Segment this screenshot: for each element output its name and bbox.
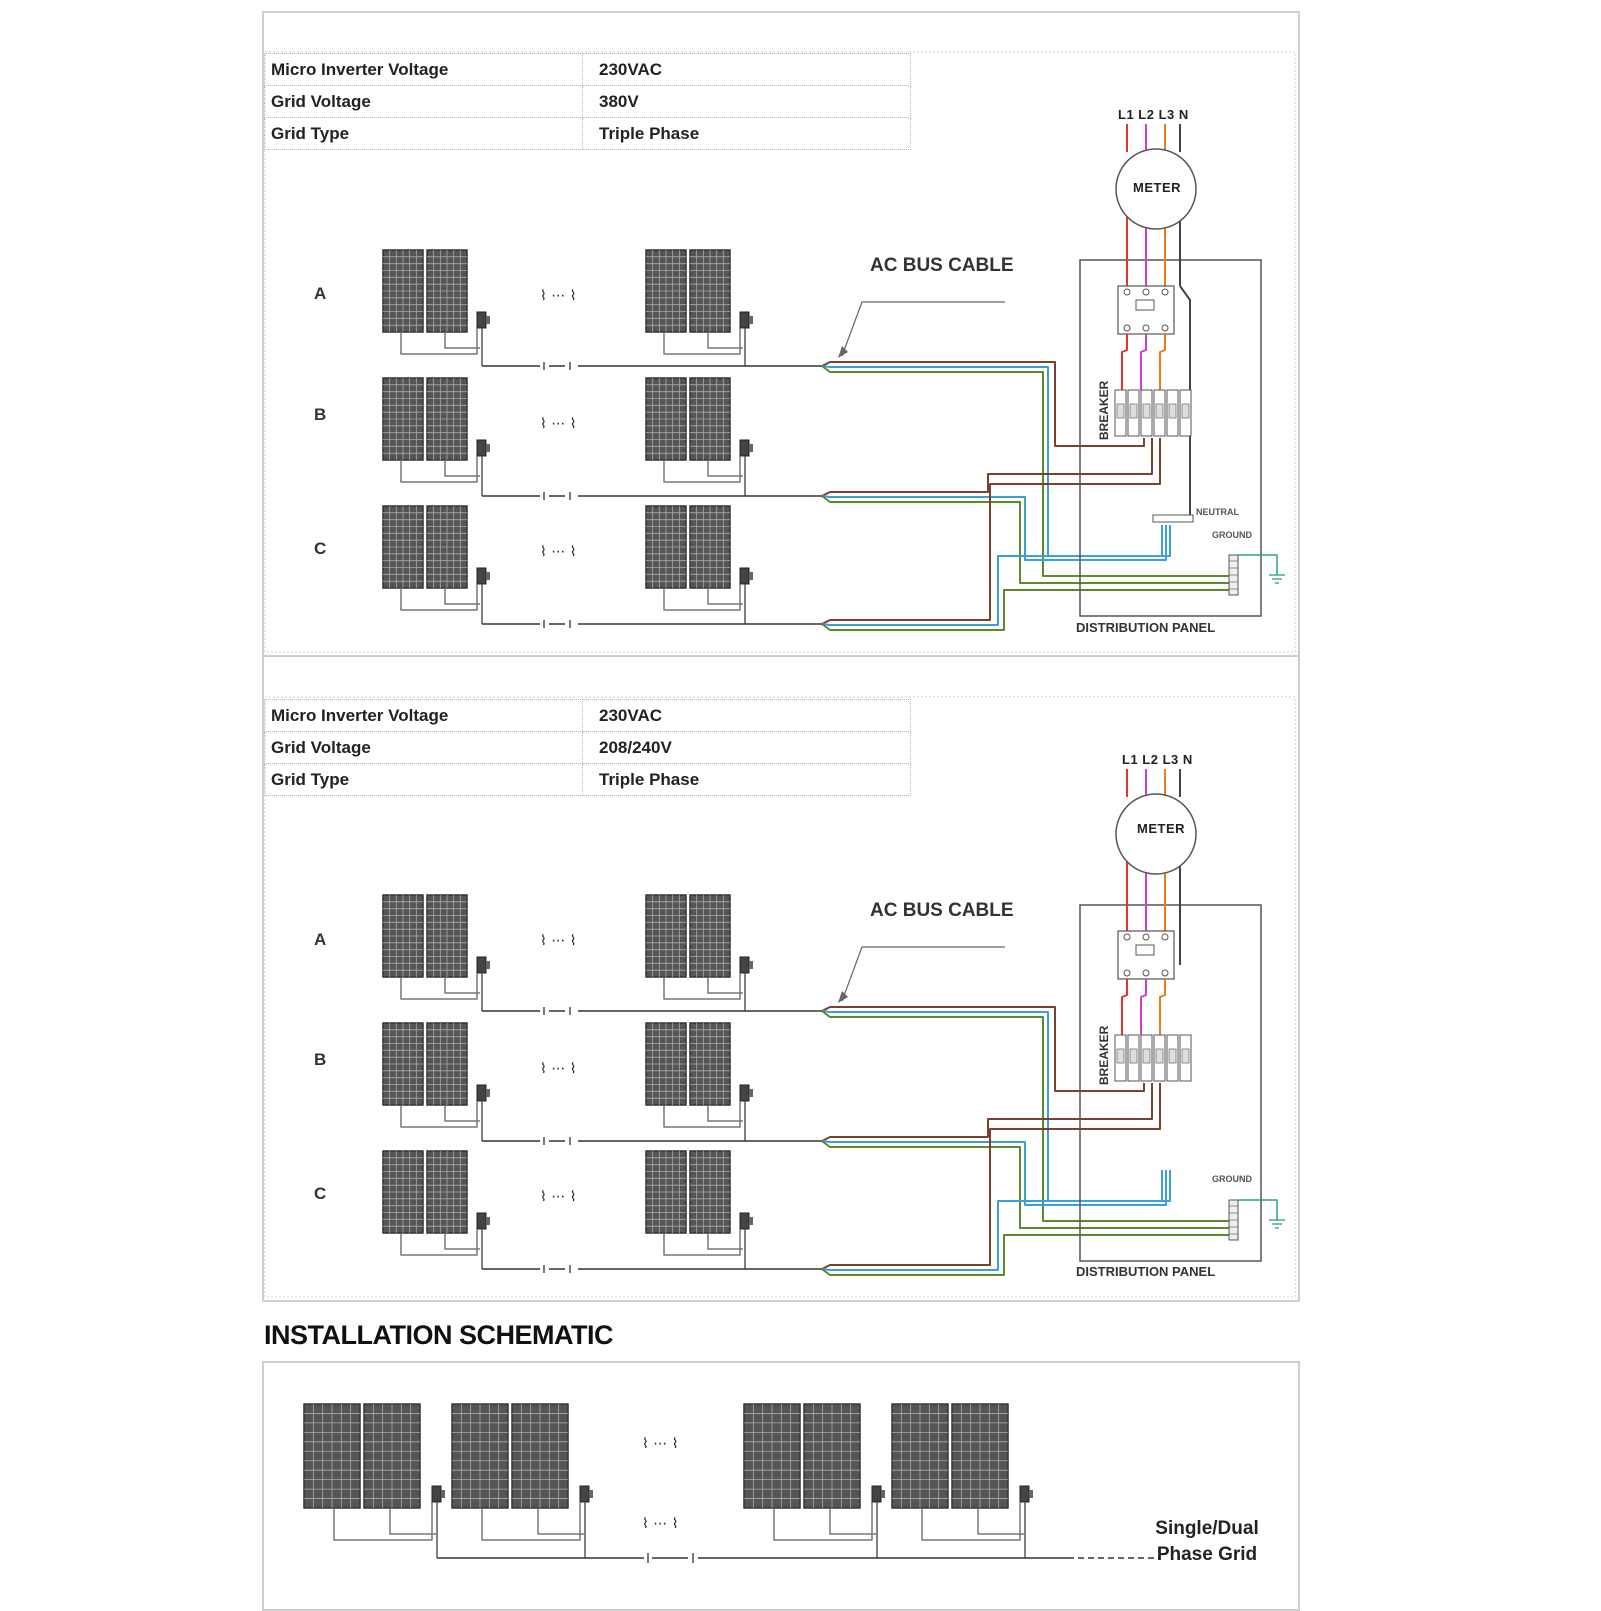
spec-row: [265, 54, 911, 86]
wire: [390, 1508, 436, 1534]
spec-value: Triple Phase: [583, 118, 911, 150]
wire: [538, 1508, 584, 1534]
micro-inverter-icon: [477, 312, 490, 328]
solar-panel-icon: [646, 506, 686, 588]
spec-value: 380V: [583, 86, 911, 118]
neutral-bar-icon: [1153, 515, 1193, 522]
grid-line: [1122, 979, 1127, 1035]
wire: [708, 1105, 743, 1121]
row-label-a: A: [314, 284, 327, 303]
ground-label: GROUND: [1212, 530, 1252, 540]
wire: [445, 1233, 480, 1249]
wire: [1238, 555, 1277, 575]
wire: [830, 1508, 876, 1534]
micro-inverter-icon: [477, 957, 490, 973]
solar-panel-icon: [383, 895, 423, 977]
spec-key: Grid Type: [265, 118, 583, 150]
ellipsis-mark: ⌇ ⋯ ⌇: [540, 933, 577, 949]
wire: [708, 977, 743, 993]
breaker-icon: [1115, 1035, 1191, 1081]
solar-panel-icon: [427, 506, 467, 588]
grid-line: [1141, 334, 1146, 390]
wire-brown: [822, 438, 1160, 624]
wire: [978, 1508, 1024, 1534]
spec-row: [265, 764, 911, 796]
ellipsis-mark: ⌇ ⋯ ⌇: [540, 544, 577, 560]
wire: [445, 588, 480, 604]
solar-panel-icon: [364, 1404, 420, 1508]
wire: [445, 1105, 480, 1121]
solar-panel-icon: [304, 1404, 360, 1508]
wire: [842, 947, 1005, 1001]
solar-panel-icon: [646, 895, 686, 977]
solar-panel-icon: [512, 1404, 568, 1508]
spec-key: Grid Type: [265, 764, 583, 796]
wire: [445, 977, 480, 993]
wire: [1238, 1200, 1277, 1220]
ac-bus-pointer: [838, 947, 1005, 1003]
dc-lead: [334, 1502, 437, 1558]
dc-lead: [664, 456, 745, 496]
dc-lead: [401, 328, 482, 366]
wire-green: [822, 1141, 1235, 1228]
grid-line: [1160, 979, 1165, 1035]
spec-key: Micro Inverter Voltage: [265, 700, 583, 732]
breaker-icon: [1115, 390, 1191, 436]
wire: [708, 460, 743, 476]
ellipsis-mark: ⌇ ⋯ ⌇: [540, 288, 577, 304]
grid-line: [1141, 979, 1146, 1035]
micro-inverter-icon: [740, 440, 753, 456]
solar-panel-icon: [690, 506, 730, 588]
neutral-label: NEUTRAL: [1196, 507, 1239, 517]
solar-panel-icon: [383, 250, 423, 332]
solar-panel-icon: [646, 250, 686, 332]
solar-panel-icon: [383, 1151, 423, 1233]
solar-panel-icon: [892, 1404, 948, 1508]
wire: [708, 588, 743, 604]
row-label-b: B: [314, 1050, 327, 1069]
spec-key: Grid Voltage: [265, 732, 583, 764]
ac-bus-cable-label: AC BUS CABLE: [870, 255, 1014, 276]
micro-inverter-icon: [740, 312, 753, 328]
grid-lines-label: L1 L2 L3 N: [1122, 752, 1193, 767]
solar-panel-icon: [646, 378, 686, 460]
spec-value: 230VAC: [583, 700, 911, 732]
wire: [445, 460, 480, 476]
solar-panel-icon: [427, 895, 467, 977]
solar-panel-icon: [690, 1023, 730, 1105]
breaker-label: BREAKER: [1097, 1025, 1111, 1085]
wire: [842, 302, 1005, 356]
dc-lead: [774, 1502, 877, 1558]
spec-table-top: [264, 53, 911, 150]
solar-panel-icon: [427, 1151, 467, 1233]
dc-lead: [401, 456, 482, 496]
solar-panel-icon: [690, 895, 730, 977]
solar-panel-icon: [804, 1404, 860, 1508]
ground-bar-icon: [1229, 1200, 1238, 1240]
row-label-b: B: [314, 405, 327, 424]
ground-bar-icon: [1229, 555, 1238, 595]
micro-inverter-icon: [740, 1213, 753, 1229]
spec-key: Micro Inverter Voltage: [265, 54, 583, 86]
dc-lead: [664, 1229, 745, 1269]
breaker-label: BREAKER: [1097, 380, 1111, 440]
schematic-bus: [437, 1553, 1160, 1563]
grid-line: [1122, 334, 1127, 390]
grid-label-line2: Phase Grid: [1156, 1544, 1258, 1565]
solar-panel-icon: [744, 1404, 800, 1508]
string-bus: [482, 620, 822, 628]
spec-row: [265, 700, 911, 732]
wire-brown: [822, 1083, 1160, 1269]
micro-inverter-icon: [477, 1085, 490, 1101]
micro-inverter-icon: [740, 957, 753, 973]
dc-lead: [401, 973, 482, 1011]
string-bus: [482, 492, 822, 500]
dc-lead: [482, 1502, 585, 1558]
spec-row: [265, 86, 911, 118]
solar-panel-icon: [690, 250, 730, 332]
dc-lead: [664, 584, 745, 624]
wire: [708, 332, 743, 348]
grid-label-line1: Single/Dual: [1155, 1518, 1259, 1539]
ellipsis-mark: ⌇ ⋯ ⌇: [642, 1436, 679, 1452]
spec-value: Triple Phase: [583, 764, 911, 796]
wire: [708, 1233, 743, 1249]
main-switch-icon: [1118, 286, 1174, 334]
spec-key: Grid Voltage: [265, 86, 583, 118]
ac-bus-pointer: [838, 302, 1005, 358]
grid-lines-label: L1 L2 L3 N: [1118, 107, 1189, 122]
distribution-panel-label: DISTRIBUTION PANEL: [1076, 1264, 1216, 1279]
solar-panel-icon: [690, 1151, 730, 1233]
row-label-a: A: [314, 930, 327, 949]
dc-lead: [664, 1101, 745, 1141]
micro-inverter-icon: [477, 440, 490, 456]
row-label-c: C: [314, 1184, 327, 1203]
solar-panel-icon: [383, 506, 423, 588]
micro-inverter-icon: [580, 1486, 593, 1502]
string-bus: [482, 1137, 822, 1145]
grid-line: [1160, 334, 1165, 390]
ground-label: GROUND: [1212, 1174, 1252, 1184]
solar-panel-icon: [427, 1023, 467, 1105]
micro-inverter-icon: [740, 568, 753, 584]
spec-value: 208/240V: [583, 732, 911, 764]
wire-blue: [822, 496, 1166, 560]
meter-label: METER: [1137, 821, 1185, 836]
solar-panel-icon: [646, 1151, 686, 1233]
string-bus: [482, 1007, 822, 1015]
micro-inverter-icon: [1020, 1486, 1033, 1502]
main-switch-icon: [1118, 931, 1174, 979]
wire-blue: [822, 1141, 1166, 1205]
micro-inverter-icon: [432, 1486, 445, 1502]
dc-lead: [401, 1101, 482, 1141]
string-bus: [482, 362, 822, 370]
micro-inverter-icon: [477, 1213, 490, 1229]
wire-brown: [822, 1007, 1144, 1091]
wire-green: [822, 496, 1235, 583]
solar-panel-icon: [690, 378, 730, 460]
section-title: INSTALLATION SCHEMATIC: [264, 1320, 613, 1350]
wire-brown: [822, 362, 1144, 446]
spec-row: [265, 732, 911, 764]
ellipsis-mark: ⌇ ⋯ ⌇: [540, 1189, 577, 1205]
spec-table-bottom: [264, 699, 911, 796]
solar-panel-icon: [646, 1023, 686, 1105]
solar-panel-icon: [427, 378, 467, 460]
dc-lead: [401, 584, 482, 624]
ellipsis-mark: ⌇ ⋯ ⌇: [642, 1516, 679, 1532]
ellipsis-mark: ⌇ ⋯ ⌇: [540, 1061, 577, 1077]
row-label-c: C: [314, 539, 327, 558]
spec-row: [265, 118, 911, 150]
dc-lead: [664, 973, 745, 1011]
string-bus: [482, 1265, 822, 1273]
solar-panel-icon: [452, 1404, 508, 1508]
solar-panel-icon: [952, 1404, 1008, 1508]
ellipsis-mark: ⌇ ⋯ ⌇: [540, 416, 577, 432]
solar-panel-icon: [383, 378, 423, 460]
dc-lead: [664, 328, 745, 366]
micro-inverter-icon: [477, 568, 490, 584]
micro-inverter-icon: [740, 1085, 753, 1101]
meter-label: METER: [1133, 180, 1181, 195]
distribution-panel-label: DISTRIBUTION PANEL: [1076, 620, 1216, 635]
solar-panel-icon: [383, 1023, 423, 1105]
wire: [445, 332, 480, 348]
micro-inverter-icon: [872, 1486, 885, 1502]
solar-panel-icon: [427, 250, 467, 332]
dc-lead: [401, 1229, 482, 1269]
ac-bus-cable-label: AC BUS CABLE: [870, 900, 1014, 921]
spec-value: 230VAC: [583, 54, 911, 86]
dc-lead: [922, 1502, 1025, 1558]
